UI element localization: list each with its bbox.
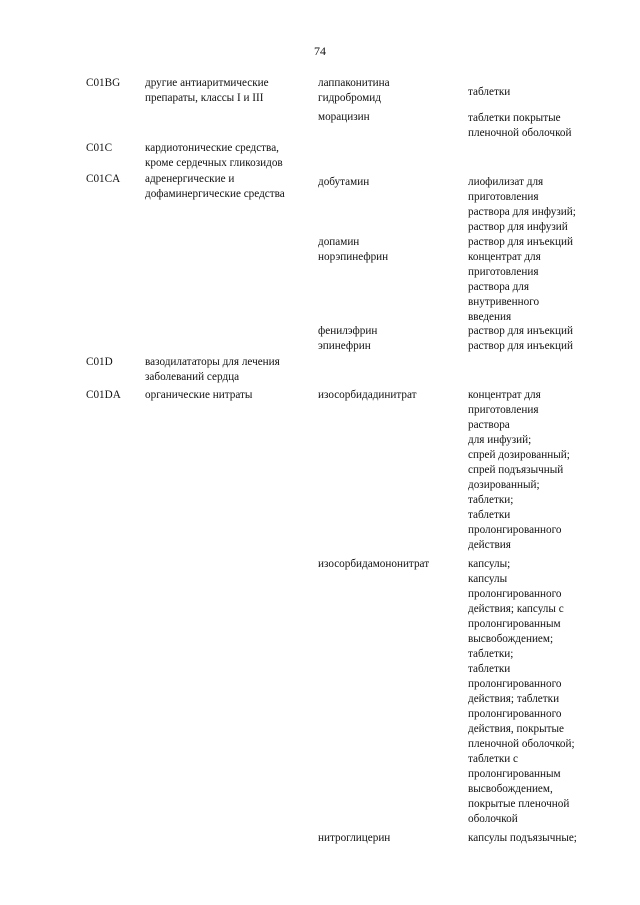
atc-code: C01C (86, 142, 113, 154)
dosage-form: раствор для инъекций концентрат для приготовления раствора для внутривенного введения (468, 236, 573, 323)
atc-group-name: другие антиаритмические препараты, классы I и III (145, 77, 269, 104)
drug-name: изосорбидамононитрат (318, 558, 430, 570)
dosage-form: таблетки (468, 86, 511, 98)
atc-code: C01CA (86, 173, 121, 185)
dosage-form: лиофилизат для приготовления раствора для инфузий; раствор для инфузий (468, 176, 576, 233)
atc-group-name: органические нитраты (145, 389, 253, 401)
dosage-form: раствор для инъекций раствор для инъекций (468, 325, 573, 352)
drug-name: допамин норэпинефрин (318, 236, 389, 263)
page-number: 74 (314, 44, 326, 58)
atc-group-name: адренергические и дофаминергические средства (145, 173, 285, 200)
dosage-form: концентрат для приготовления раствора для инфузий; спрей дозированный; спрей подъязычный дозированный; таблетки; таблетки пролонгированного действия (468, 389, 570, 551)
dosage-form: таблетки покрытые пленочной оболочкой (468, 112, 572, 139)
dosage-form: капсулы подъязычные; (468, 832, 577, 844)
drug-name: изосорбидадинитрат (318, 389, 417, 401)
atc-group-name: кардиотонические средства, кроме сердечных гликозидов (145, 142, 283, 169)
atc-group-name: вазодилататоры для лечения заболеваний сердца (145, 356, 280, 383)
drug-name: добутамин (318, 176, 370, 188)
drug-name: морацизин (318, 111, 370, 123)
drug-name: лаппаконитина гидробромид (318, 77, 390, 104)
drug-name: фенилэфрин эпинефрин (318, 325, 378, 352)
drug-name: нитроглицерин (318, 832, 391, 844)
dosage-form: капсулы; капсулы пролонгированного действия; капсулы с пролонгированным высвобождением; таблетки; таблетки пролонгированного действия; таблетки пролонгированного действия, покрытые пленочной оболочкой; таблетки с пролонгированным высвобождением, покрытые пленочной оболочкой (468, 558, 575, 825)
atc-code: C01DA (86, 389, 121, 401)
atc-code: C01D (86, 356, 113, 368)
atc-code: C01BG (86, 77, 121, 89)
